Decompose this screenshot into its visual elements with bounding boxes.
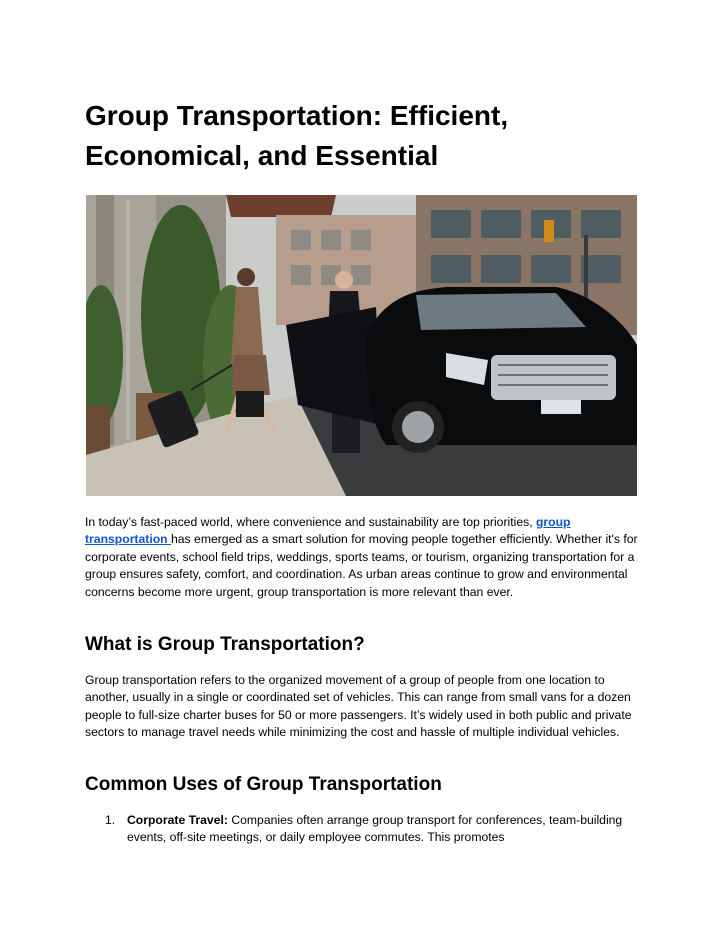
section-heading-what-is: What is Group Transportation? [85, 634, 365, 655]
section-paragraph-what-is: Group transportation refers to the organized movement of a group of people from one location to another, usually in a single or coordinated set of vehicles. This can range from small vans for a dozen people to full-size charter buses for 50 or more passengers. It’s widely used in both public and private sectors to manage travel needs while minimizing the cost and hassle of multiple individual vehicles. [85, 673, 632, 740]
group-transportation-link[interactable]: group transportation [85, 515, 571, 547]
list-item-label: Corporate Travel: [127, 813, 228, 827]
list-item [85, 812, 640, 847]
intro-text-after-link: has emerged as a smart solution for moving people together efficiently. Whether it's for corporate events, school field trips, weddings, sports teams, or tourism, organizing transportation for a group ensures safety, comfort, and coordination. As urban areas continue to grow and environmental concerns become more urgent, group transportation is more relevant than ever. [85, 532, 638, 599]
section-heading-common-uses: Common Uses of Group Transportation [85, 774, 442, 795]
list-item-number: 1. [105, 813, 116, 827]
hero-image [86, 195, 637, 496]
page-title: Group Transportation: Efficient, Economical, and Essential [85, 100, 509, 171]
intro-paragraph [85, 514, 640, 601]
list-item-text: Companies often arrange group transport for conferences, team-building events, off-site meetings, or daily employee commutes. This promotes [127, 813, 623, 845]
intro-text-before-link: In today’s fast-paced world, where convenience and sustainability are top priorities, [85, 515, 533, 529]
uses-list [85, 812, 640, 847]
